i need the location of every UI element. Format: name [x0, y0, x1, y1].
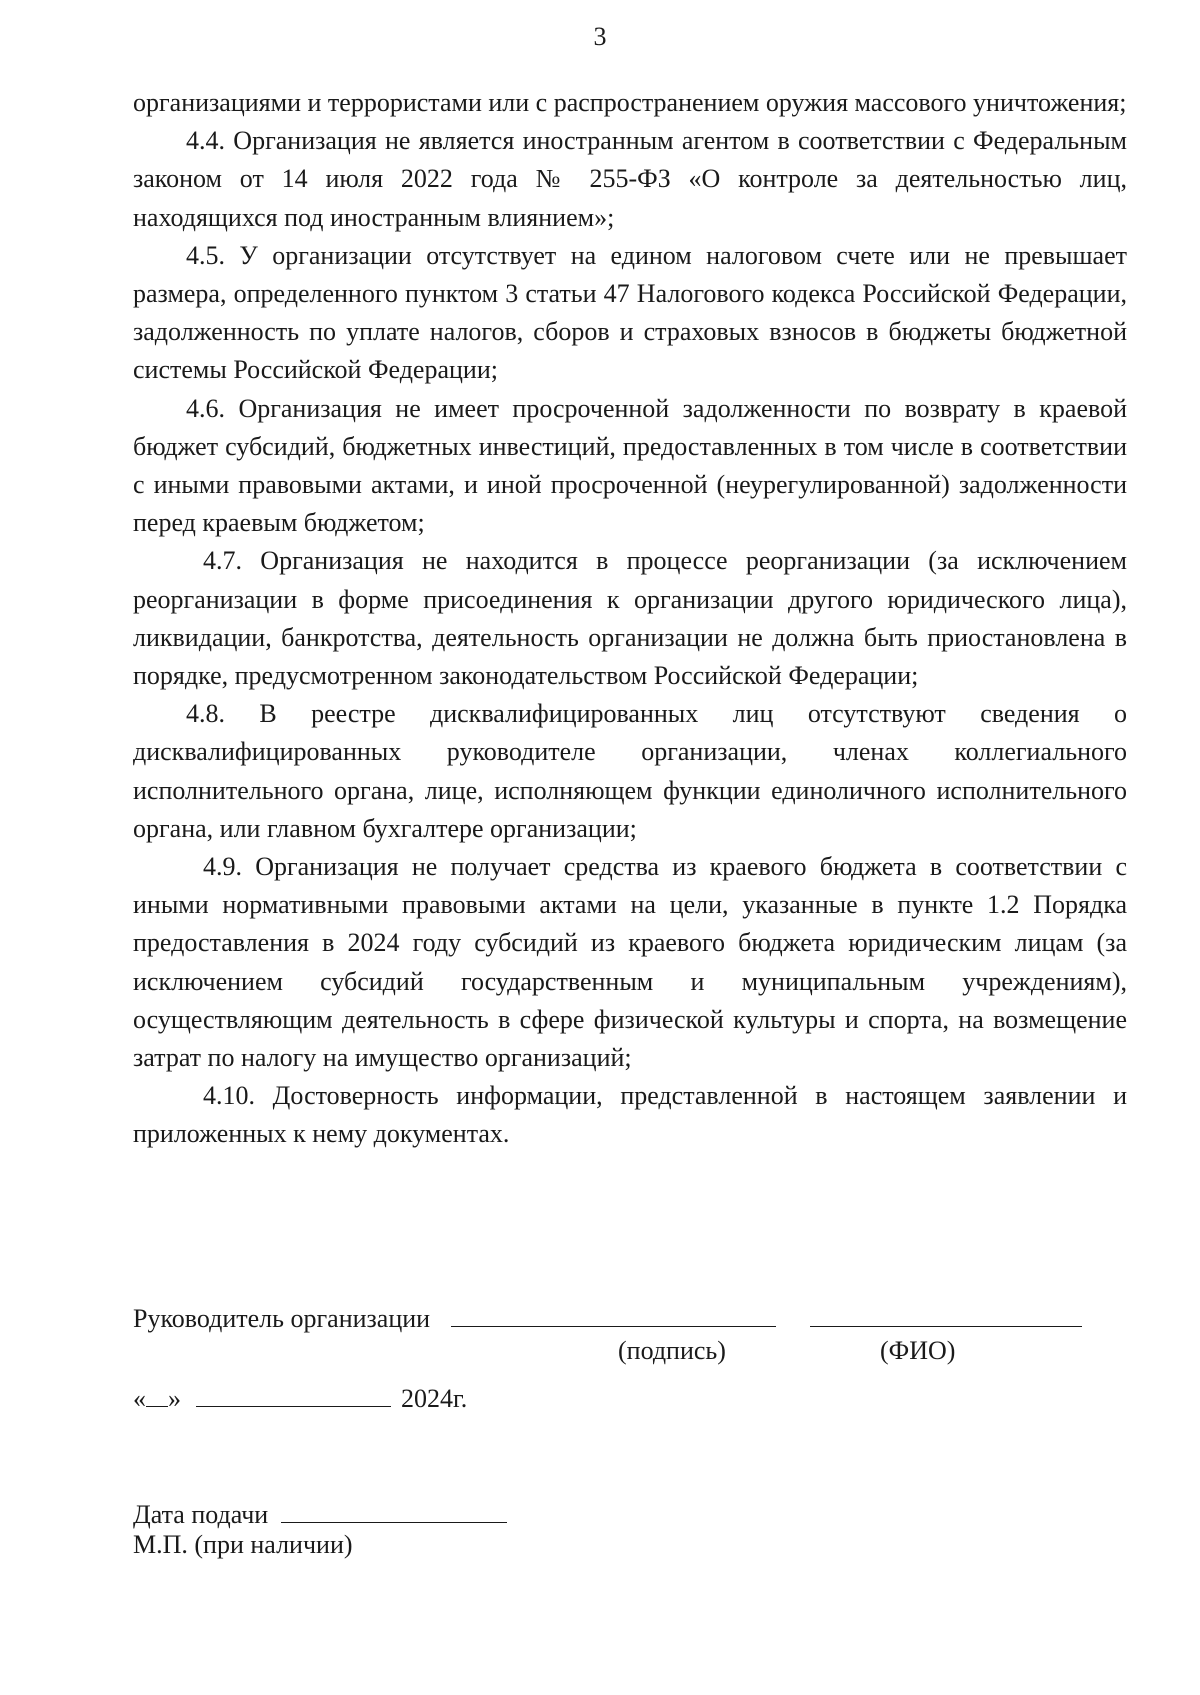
paragraph-4-7: 4.7. Организация не находится в процессе реорганизации (за исключением реорганизации в форме присоединения к организации другого юридического лица), ликвидации, банкротства, деятельность организации не должна быть приостановлена в порядке, предусмотренном законодательством Российской Федерации; [133, 546, 1127, 691]
head-signature-row [133, 1300, 1082, 1334]
name-caption: (ФИО) [880, 1336, 956, 1365]
stamp-label: М.П. (при наличии) [133, 1530, 353, 1559]
submission-label: Дата подачи [133, 1500, 269, 1529]
head-label: Руководитель организации [133, 1304, 431, 1333]
month-line[interactable] [196, 1380, 391, 1407]
document-body [133, 84, 1127, 1154]
day-line[interactable] [146, 1380, 168, 1407]
paragraph-4-6: 4.6. Организация не имеет просроченной задолженности по возврату в краевой бюджет субсидий, бюджетных инвестиций, предоставленных в том числе в соответствии с иными правовыми актами, и иной просроченной (неурегулированной) задолженности перед краевым бюджетом; [133, 393, 1127, 538]
date-year: 2024г. [401, 1384, 468, 1413]
paragraph-4-5: 4.5. У организации отсутствует на едином налоговом счете или не превышает размера, определенного пунктом 3 статьи 47 Налогового кодекса Российской Федерации, задолженность по уплате налогов, сборов и страховых взносов в бюджеты бюджетной системы Российской Федерации; [133, 240, 1127, 385]
date-row [133, 1380, 467, 1414]
date-close-quote: » [168, 1384, 181, 1413]
paragraph-continuation: организациями и террористами или с распространением оружия массового уничтожения; [133, 88, 1127, 117]
paragraph-4-9: 4.9. Организация не получает средства из краевого бюджета в соответствии с иными нормативными правовыми актами на цели, указанные в пункте 1.2 Порядка предоставления в 2024 году субсидий из краевого бюджета юридическим лицам (за исключением субсидий государственным и муниципальным учреждениям), осуществляющим деятельность в сфере физической культуры и спорта, на возмещение затрат по налогу на имущество организаций; [133, 852, 1127, 1073]
stamp-row [133, 1530, 353, 1560]
paragraph-4-8: 4.8. В реестре дисквалифицированных лиц отсутствуют сведения о дисквалифицированных руководителе организации, членах коллегиального исполнительного органа, лице, исполняющем функции единоличного исполнительного органа, или главном бухгалтере организации; [133, 699, 1127, 843]
page-number: 3 [593, 22, 607, 51]
submission-date-line[interactable] [281, 1496, 507, 1523]
paragraph-4-4: 4.4. Организация не является иностранным агентом в соответствии с Федеральным законом от 14 июля 2022 года № 255-ФЗ «О контроле за деятельностью лиц, находящихся под иностранным влиянием»; [133, 126, 1127, 232]
paragraph-4-10: 4.10. Достоверность информации, представленной в настоящем заявлении и приложенных к нему документах. [133, 1081, 1127, 1149]
date-open-quote: « [133, 1384, 146, 1413]
name-line[interactable] [810, 1300, 1082, 1327]
submission-row [133, 1496, 507, 1530]
signature-caption: (подпись) [618, 1336, 726, 1365]
signature-line[interactable] [451, 1300, 776, 1327]
